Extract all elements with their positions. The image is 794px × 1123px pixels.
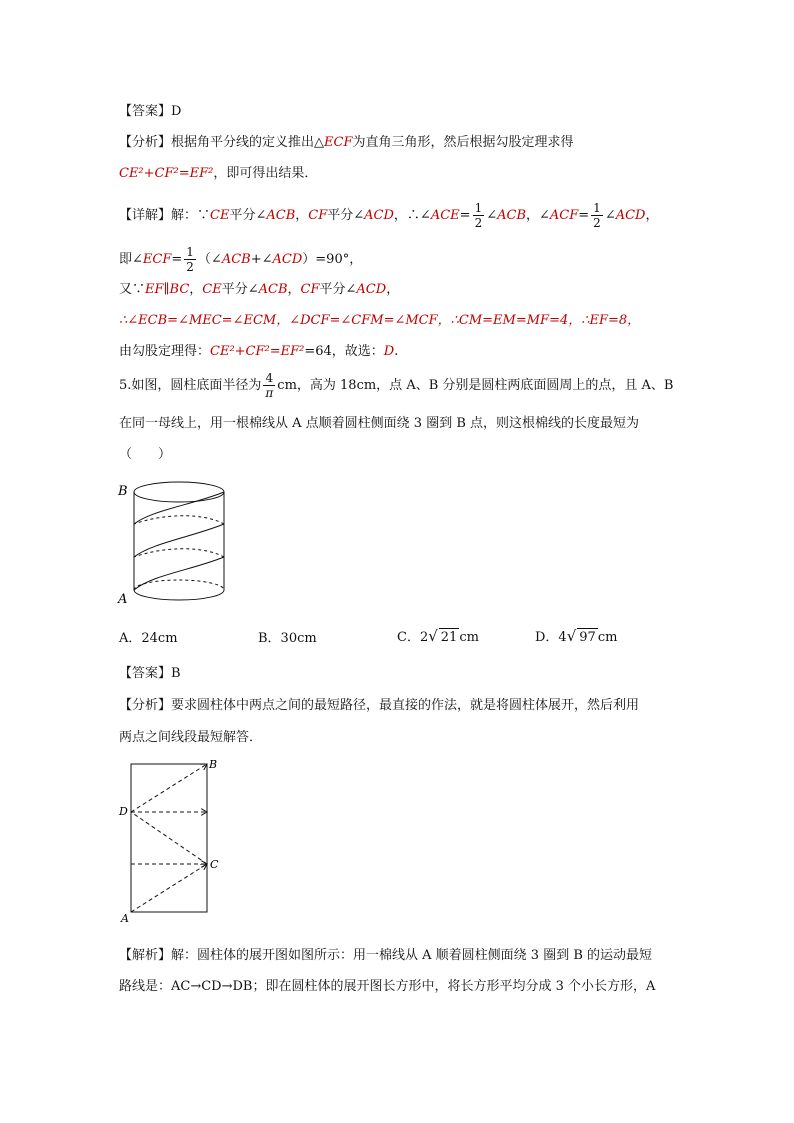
text: ∠ [486, 208, 498, 223]
text: ， [295, 208, 309, 223]
frac-num: 1 [186, 245, 194, 259]
option-b: B．30cm [258, 631, 317, 646]
analysis-2-line-2: 两点之间线段最短解答． [119, 730, 263, 745]
frac-den: 2 [186, 260, 194, 274]
text: ， [645, 208, 659, 223]
unfolded-rectangle-figure [115, 756, 225, 924]
radius-fraction [263, 371, 275, 400]
point-b-label: B [209, 758, 218, 771]
var: ACD [356, 282, 387, 297]
var: ACF [549, 208, 579, 223]
var: ACD [615, 208, 646, 223]
question-5-line-3: （ ） [119, 447, 172, 462]
text: 5.如图，圆柱底面半径为 [119, 378, 262, 393]
frac-num: 4 [263, 371, 275, 386]
option-c-unit: cm [459, 630, 479, 645]
var: ACB [221, 252, 251, 267]
option-d [535, 627, 617, 647]
detail-line-5 [119, 343, 398, 361]
text: ， [189, 282, 203, 297]
answer-value: D [171, 104, 182, 119]
text: . [394, 344, 399, 359]
analysis-line-2 [119, 165, 317, 183]
var: ACD [272, 252, 303, 267]
answer-value: B [171, 666, 181, 681]
point-d-label: D [119, 805, 128, 818]
detail-line-2 [119, 245, 362, 274]
cylinder-figure [112, 475, 232, 610]
detail-tag: 【详解】 [119, 208, 172, 223]
text: cm，高为 18cm，点 A、B 分别是圆柱两底面圆周上的点，且 A、B [277, 378, 674, 393]
text: 解：∵ [171, 208, 211, 223]
text: =64，故选： [304, 344, 384, 359]
path-ac [131, 864, 207, 912]
unfolded-rect [131, 764, 207, 912]
sqrt-sign: √ [566, 627, 577, 645]
detail-line-4: ∴∠ECB=∠MEC=∠ECM，∠DCF=∠CFM=∠MCF，∴CM=EM=MF=4，∴EF=8， [119, 313, 641, 328]
point-c-label: C [210, 858, 219, 871]
var: ACB [258, 282, 288, 297]
var: CE [210, 208, 230, 223]
text: 解：圆柱体的展开图如图所示：用一棉线从 A 顺着圆柱侧面绕 3 圈到 B 的运动最短 [171, 948, 653, 963]
analysis-line-1 [119, 134, 574, 152]
spiral-segment [134, 557, 224, 590]
var: ACB [266, 208, 296, 223]
answer-line [119, 103, 181, 121]
text: ，∴∠ [393, 208, 431, 223]
var: CF [308, 208, 328, 223]
path-cd [131, 812, 207, 864]
frac-num: 1 [474, 201, 483, 215]
var: CE [202, 282, 222, 297]
text: ， [287, 282, 301, 297]
frac-den: 2 [593, 216, 601, 230]
text: ， [386, 282, 400, 297]
answer-tag: 【答案】 [119, 104, 172, 119]
half-fraction [184, 245, 196, 274]
frac-num: 1 [593, 201, 601, 215]
option-d-unit: cm [597, 630, 618, 645]
spiral-back [134, 516, 224, 524]
frac-den: π [265, 386, 274, 400]
text: +∠ [250, 252, 273, 267]
half-fraction [591, 201, 603, 230]
bottom-front-arc [134, 590, 224, 600]
text: 平分∠ [319, 282, 357, 297]
option-c-coef: C．2 [397, 630, 429, 645]
question-5-line-2: 在同一母线上，用一根棉线从 A 点顺着圆柱侧面绕 3 圈到 B 点，则这根棉线的长度最短为 [119, 416, 640, 431]
text: = [171, 252, 183, 267]
analysis-text: ，即可得出结果． [213, 166, 318, 181]
point-b-label: B [118, 484, 128, 499]
var: EF∥BC [145, 282, 190, 297]
text: ∠ [604, 208, 616, 223]
text: ，∠ [526, 208, 550, 223]
option-c [397, 627, 479, 647]
solution-line-2: 路线是：AC→CD→DB；即在圆柱体的展开图长方形中，将长方形平均分成 3 个小长方形，A [119, 979, 656, 994]
path-db [131, 764, 207, 812]
var: D [383, 344, 395, 359]
var: ACB [497, 208, 526, 223]
text: = [459, 208, 471, 223]
text: 即∠ [119, 252, 143, 267]
var: ACD [364, 208, 394, 223]
spiral-back [134, 549, 224, 557]
option-c-radicand: 21 [440, 630, 458, 645]
detail-line-1 [119, 201, 659, 230]
solution-tag: 【解析】 [119, 948, 172, 963]
analysis-2-line-1 [119, 697, 639, 715]
top-ellipse [134, 482, 224, 502]
pythagoras-formula: CE²+CF²=EF² [119, 166, 214, 181]
frac-den: 2 [474, 216, 483, 230]
text: = [578, 208, 590, 223]
analysis-tag: 【分析】 [119, 698, 172, 713]
analysis-text: 为直角三角形，然后根据勾股定理求得 [352, 135, 574, 150]
text: 平分∠ [221, 282, 259, 297]
option-d-coef: D．4 [535, 630, 567, 645]
triangle-name: ECF [324, 135, 353, 150]
detail-line-3 [119, 281, 399, 299]
answer-line [119, 665, 181, 683]
text: （∠ [197, 252, 222, 267]
text: 又∵ [119, 282, 146, 297]
text: 由勾股定理得： [119, 344, 211, 359]
sqrt-sign: √ [428, 627, 438, 645]
analysis-text: 根据角平分线的定义推出△ [171, 135, 325, 150]
half-fraction [473, 201, 485, 230]
option-d-radicand: 97 [579, 630, 596, 645]
var: CF [300, 282, 320, 297]
point-a-label: A [121, 912, 129, 924]
question-5-line-1 [119, 371, 673, 400]
solution-line-1 [119, 947, 652, 965]
option-a: A．24cm [119, 631, 178, 646]
var: ACE [430, 208, 460, 223]
pythagoras-formula: CE²+CF²=EF² [210, 344, 305, 359]
text: ）=90°， [302, 252, 363, 267]
answer-tag: 【答案】 [119, 666, 172, 681]
point-a-label: A [118, 592, 128, 607]
analysis-tag: 【分析】 [119, 135, 172, 150]
text: 平分∠ [327, 208, 365, 223]
text: 要求圆柱体中两点之间的最短路径，最直接的作法，就是将圆柱体展开，然后利用 [171, 698, 640, 713]
text: 平分∠ [229, 208, 267, 223]
var: ECF [142, 252, 172, 267]
